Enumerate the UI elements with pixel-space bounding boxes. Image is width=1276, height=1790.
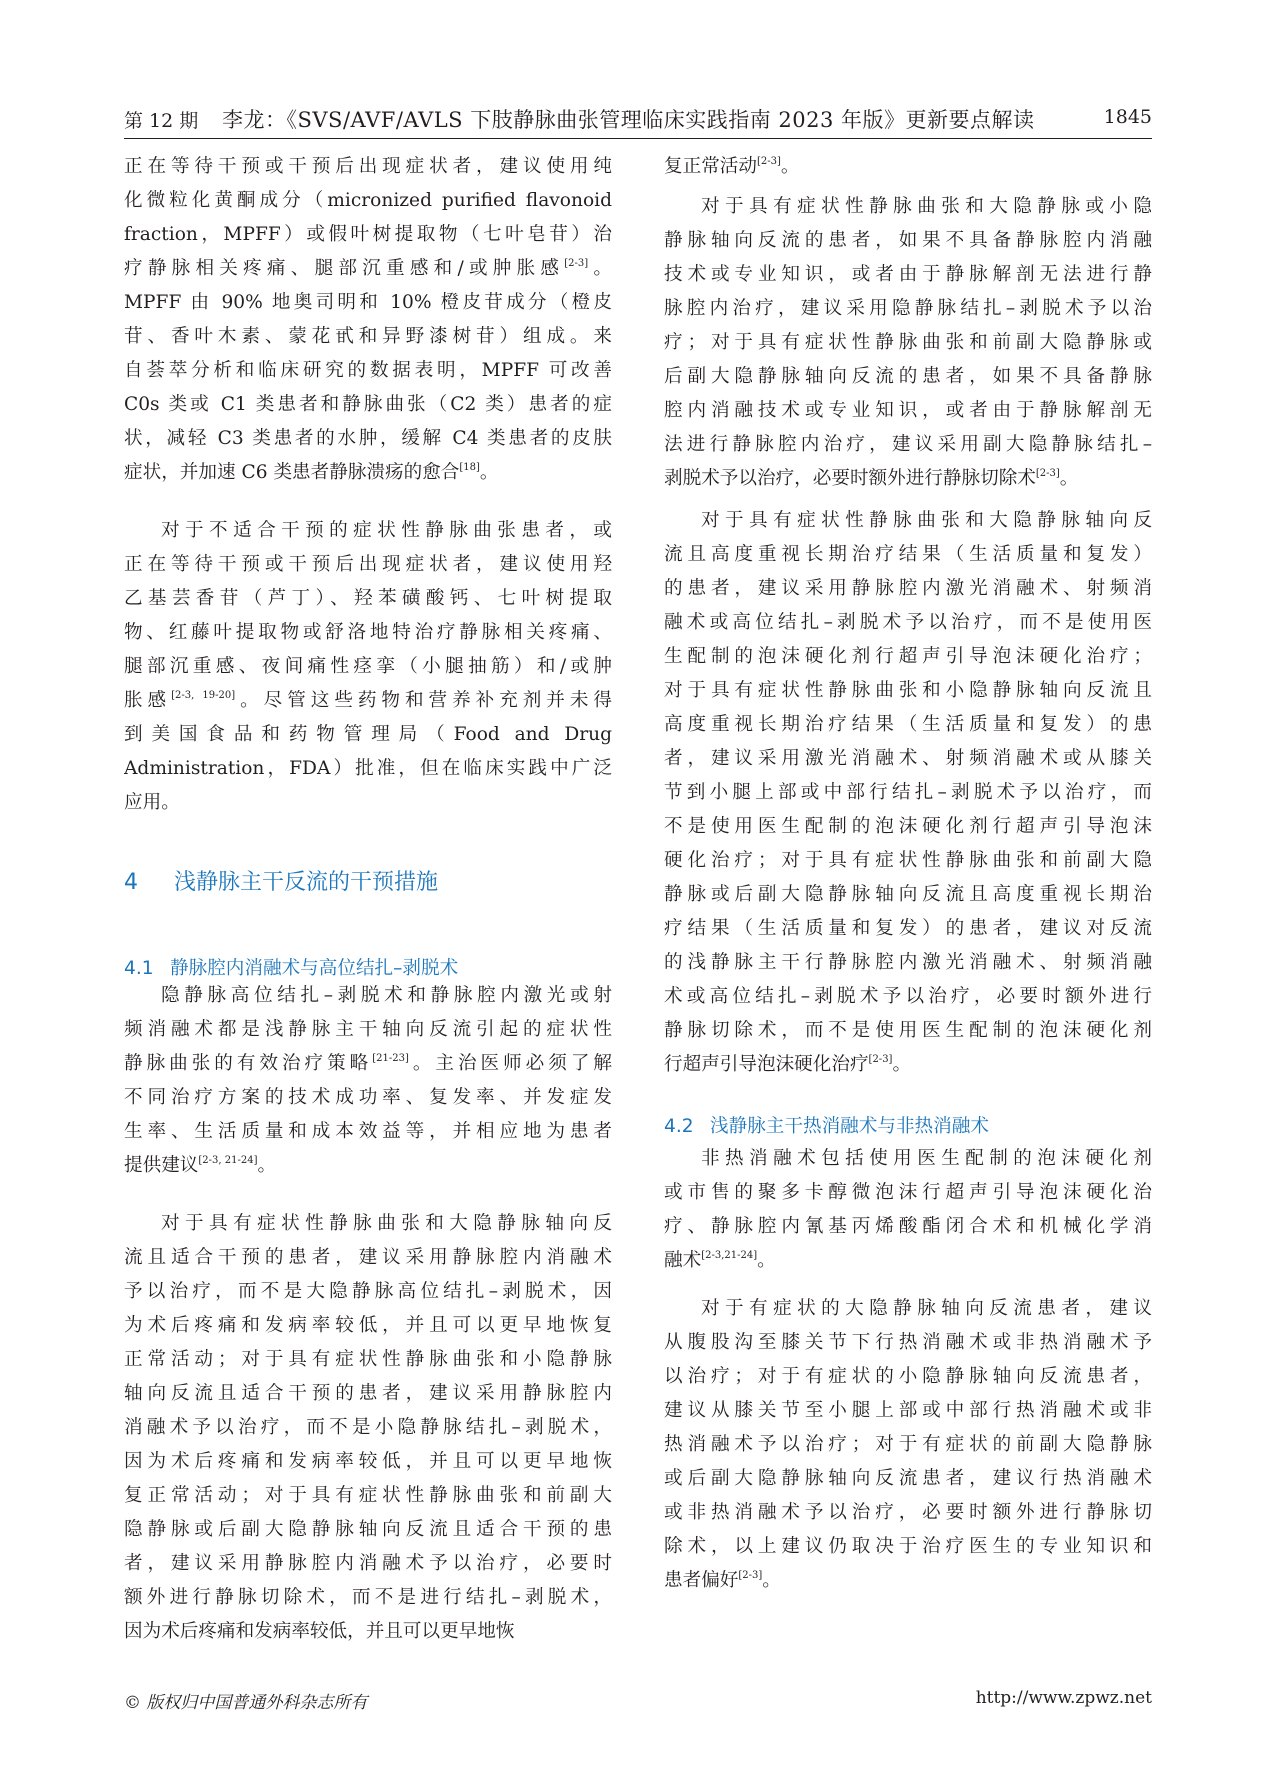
line-text-tail: 。尽管这些药物和营养补充剂并未得	[235, 690, 612, 711]
text-line	[664, 1244, 1152, 1278]
section-title: 浅静脉主干反流的干预措施	[174, 870, 439, 895]
paragraph	[664, 1292, 1152, 1598]
paragraph	[664, 150, 1152, 184]
text-line	[664, 1496, 1152, 1530]
text-line	[664, 1564, 1152, 1598]
paragraph	[664, 504, 1152, 1082]
text-line	[664, 606, 1152, 640]
line-text: 技术或专业知识，或者由于静脉解剖无法进行静	[664, 264, 1152, 285]
line-text-tail: 。	[1059, 468, 1079, 489]
line-text: 苷、香叶木素、蒙花甙和异野漆树苷）组成。来	[124, 326, 612, 347]
text-line	[124, 548, 612, 582]
citation-ref[interactable]: [2-3]	[564, 258, 589, 269]
text-line	[664, 394, 1152, 428]
text-line	[124, 456, 612, 490]
line-text-tail: 。	[588, 258, 612, 279]
paragraph	[124, 979, 612, 1183]
line-text: 对于有症状的大隐静脉轴向反流患者，建议	[701, 1298, 1152, 1319]
text-line	[664, 538, 1152, 572]
line-text: 症状，并加速 C6 类患者静脉溃疡的愈合	[124, 462, 460, 483]
text-line	[664, 980, 1152, 1014]
text-line	[664, 504, 1152, 538]
text-line	[124, 650, 612, 684]
line-text: 剥脱术予以治疗，必要时额外进行静脉切除术	[664, 468, 1036, 489]
text-line	[664, 878, 1152, 912]
line-text-tail: 。	[780, 156, 800, 177]
line-text: 硬化治疗；对于具有症状性静脉曲张和前副大隐	[664, 850, 1152, 871]
line-text: 对于具有症状性静脉曲张和大隐静脉或小隐	[701, 196, 1152, 217]
line-text: 化微粒化黄酮成分（micronized purified flavonoid	[124, 190, 612, 211]
line-text: 不是使用医生配制的泡沫硬化剂行超声引导泡沫	[664, 816, 1152, 837]
text-line	[124, 1275, 612, 1309]
line-text-tail: 。	[892, 1054, 912, 1075]
text-line	[664, 1048, 1152, 1082]
line-text: fraction，MPFF）或假叶树提取物（七叶皂苷）治	[124, 224, 612, 245]
text-line	[124, 320, 612, 354]
line-text: 非热消融术包括使用医生配制的泡沫硬化剂	[701, 1148, 1152, 1169]
line-text: 或非热消融术予以治疗，必要时额外进行静脉切	[664, 1502, 1152, 1523]
line-text: 对于不适合干预的症状性静脉曲张患者，或	[161, 520, 612, 541]
text-line	[124, 1047, 612, 1081]
section-title: 浅静脉主干热消融术与非热消融术	[710, 1116, 989, 1137]
text-line	[664, 844, 1152, 878]
line-text: C0s 类或 C1 类患者和静脉曲张（C2 类）患者的症	[124, 394, 612, 415]
line-text: 腔内消融技术或专业知识，或者由于静脉解剖无	[664, 400, 1152, 421]
text-line	[124, 718, 612, 752]
text-line	[124, 218, 612, 252]
line-text-tail: 。主治医师必须了解	[408, 1053, 612, 1074]
line-text: 隐静脉高位结扎–剥脱术和静脉腔内激光或射	[161, 985, 612, 1006]
text-line	[124, 752, 612, 786]
line-text: 消融术予以治疗，而不是小隐静脉结扎–剥脱术，	[124, 1417, 612, 1438]
line-text: 隐静脉或后副大隐静脉轴向反流且适合干预的患	[124, 1519, 612, 1540]
line-text: 对于具有症状性静脉曲张和大隐静脉轴向反	[701, 510, 1152, 531]
text-line	[124, 514, 612, 548]
text-line	[124, 286, 612, 320]
line-text: 正在等待干预或干预后出现症状者，建议使用羟	[124, 554, 612, 575]
text-line	[124, 1445, 612, 1479]
line-text: 融术或高位结扎–剥脱术予以治疗，而不是使用医	[664, 612, 1152, 633]
text-line	[124, 422, 612, 456]
line-text: 或市售的聚多卡醇微泡沫行超声引导泡沫硬化治	[664, 1182, 1152, 1203]
line-text: 乙基芸香苷（芦丁）、羟苯磺酸钙、七叶树提取	[124, 588, 612, 609]
paragraph	[124, 1207, 612, 1649]
text-line	[664, 810, 1152, 844]
line-text: 静脉切除术，而不是使用医生配制的泡沫硬化剂	[664, 1020, 1152, 1041]
text-line	[124, 1377, 612, 1411]
citation-ref[interactable]: [2-3]	[756, 156, 781, 167]
text-line	[664, 190, 1152, 224]
text-line	[124, 1149, 612, 1183]
text-line	[124, 1309, 612, 1343]
text-line	[124, 354, 612, 388]
citation-ref[interactable]: [2-3]	[738, 1570, 763, 1581]
line-text: 予以治疗，而不是大隐静脉高位结扎–剥脱术，因	[124, 1281, 612, 1302]
line-text: Administration，FDA）批准，但在临床实践中广泛	[124, 758, 612, 779]
running-title: 李龙：《SVS/AVF/AVLS 下肢静脉曲张管理临床实践指南 2023 年版》更新要点解读	[222, 108, 1035, 132]
section-heading-4-1	[124, 954, 458, 980]
running-header	[124, 98, 1152, 139]
line-text: 对于具有症状性静脉曲张和大隐静脉轴向反	[161, 1213, 612, 1234]
line-text: 高度重视长期治疗结果（生活质量和复发）的患	[664, 714, 1152, 735]
text-line	[124, 388, 612, 422]
text-line	[124, 979, 612, 1013]
text-line	[664, 462, 1152, 496]
text-line	[664, 428, 1152, 462]
text-line	[124, 252, 612, 286]
text-line	[664, 1428, 1152, 1462]
line-text: 为术后疼痛和发病率较低，并且可以更早地恢复	[124, 1315, 612, 1336]
text-line	[124, 1343, 612, 1377]
citation-ref[interactable]: [2-3,21-24]	[701, 1250, 758, 1261]
line-text: 疗、静脉腔内氰基丙烯酸酯闭合术和机械化学消	[664, 1216, 1152, 1237]
line-text: 疗；对于具有症状性静脉曲张和前副大隐静脉或	[664, 332, 1152, 353]
text-line	[664, 708, 1152, 742]
line-text: 静脉曲张的有效治疗策略	[124, 1053, 373, 1074]
line-text: 不同治疗方案的技术成功率、复发率、并发症发	[124, 1087, 612, 1108]
line-text: 行超声引导泡沫硬化治疗	[664, 1054, 869, 1075]
text-line	[124, 150, 612, 184]
text-line	[124, 684, 612, 718]
paragraph	[664, 190, 1152, 496]
line-text: 生率、生活质量和成本效益等，并相应地为患者	[124, 1121, 612, 1142]
text-line	[664, 1014, 1152, 1048]
text-line	[124, 184, 612, 218]
line-text: 者，建议采用静脉腔内消融术予以治疗，必要时	[124, 1553, 612, 1574]
citation-ref[interactable]: [2-3]	[868, 1054, 893, 1065]
text-line	[664, 776, 1152, 810]
text-line	[124, 1547, 612, 1581]
line-text: 患者偏好	[664, 1570, 739, 1591]
line-text: 频消融术都是浅静脉主干轴向反流引起的症状性	[124, 1019, 612, 1040]
line-text: 自荟萃分析和临床研究的数据表明，MPFF 可改善	[124, 360, 612, 381]
line-text: 后副大隐静脉轴向反流的患者，如果不具备静脉	[664, 366, 1152, 387]
citation-ref[interactable]: [18]	[459, 462, 480, 473]
line-text: 复正常活动；对于具有症状性静脉曲张和前副大	[124, 1485, 612, 1506]
line-text: 轴向反流且适合干预的患者，建议采用静脉腔内	[124, 1383, 612, 1404]
line-text: 生配制的泡沫硬化剂行超声引导泡沫硬化治疗；	[664, 646, 1152, 667]
paragraph	[124, 514, 612, 820]
text-line	[124, 1207, 612, 1241]
citation-ref[interactable]: [2-3]	[1035, 468, 1060, 479]
text-line	[664, 1176, 1152, 1210]
text-line	[664, 1394, 1152, 1428]
line-text-tail: 。	[479, 462, 499, 483]
text-line	[664, 946, 1152, 980]
line-text: 物、红藤叶提取物或舒洛地特治疗静脉相关疼痛、	[124, 622, 612, 643]
line-text: 额外进行静脉切除术，而不是进行结扎–剥脱术，	[124, 1587, 612, 1608]
line-text: 静脉或后副大隐静脉轴向反流且高度重视长期治	[664, 884, 1152, 905]
line-text: 疗静脉相关疼痛、腿部沉重感和/或肿胀感	[124, 258, 565, 279]
text-line	[664, 150, 1152, 184]
text-line	[664, 1530, 1152, 1564]
citation-ref[interactable]: [2-3, 21-24]	[198, 1155, 258, 1166]
paragraph	[124, 150, 612, 490]
line-text: 腿部沉重感、夜间痛性痉挛（小腿抽筋）和/或肿	[124, 656, 612, 677]
line-text: 流且适合干预的患者，建议采用静脉腔内消融术	[124, 1247, 612, 1268]
text-line	[664, 742, 1152, 776]
line-text: 或后副大隐静脉轴向反流患者，建议行热消融术	[664, 1468, 1152, 1489]
line-text: 提供建议	[124, 1155, 199, 1176]
line-text: 疗结果（生活质量和复发）的患者，建议对反流	[664, 918, 1152, 939]
text-line	[664, 1326, 1152, 1360]
line-text: 流且高度重视长期治疗结果（生活质量和复发）	[664, 544, 1152, 565]
page-number: 1845	[1103, 106, 1152, 128]
line-text-tail: 。	[762, 1570, 781, 1591]
line-text: 静脉轴向反流的患者，如果不具备静脉腔内消融	[664, 230, 1152, 251]
text-line	[664, 572, 1152, 606]
issue-label: 第 12 期	[124, 110, 199, 132]
line-text: 脉腔内治疗，建议采用隐静脉结扎–剥脱术予以治	[664, 298, 1152, 319]
line-text: 术或高位结扎–剥脱术予以治疗，必要时额外进行	[664, 986, 1152, 1007]
text-line	[664, 1142, 1152, 1176]
text-line	[664, 912, 1152, 946]
text-line	[124, 1411, 612, 1445]
text-line	[664, 360, 1152, 394]
line-text: 从腹股沟至膝关节下行热消融术或非热消融术予	[664, 1332, 1152, 1353]
line-text: 对于具有症状性静脉曲张和小隐静脉轴向反流且	[664, 680, 1152, 701]
section-number: 4.1	[124, 958, 154, 979]
line-text: 应用。	[124, 792, 180, 813]
citation-ref[interactable]: [21-23]	[372, 1053, 409, 1064]
text-line	[664, 1292, 1152, 1326]
text-line	[664, 292, 1152, 326]
paragraph	[664, 1142, 1152, 1278]
line-text: 因为术后疼痛和发病率较低，并且可以更早地恢	[124, 1621, 515, 1642]
line-text: 者，建议采用激光消融术、射频消融术或从膝关	[664, 748, 1152, 769]
text-line	[124, 786, 612, 820]
text-line	[124, 1581, 612, 1615]
line-text-tail: 。	[757, 1250, 776, 1271]
text-line	[664, 258, 1152, 292]
line-text: MPFF 由 90% 地奥司明和 10% 橙皮苷成分（橙皮	[124, 292, 612, 313]
text-line	[124, 616, 612, 650]
line-text: 除术，以上建议仍取决于治疗医生的专业知识和	[664, 1536, 1152, 1557]
line-text: 到美国食品和药物管理局（Food and Drug	[124, 724, 612, 745]
section-number: 4.2	[664, 1116, 694, 1137]
line-text: 法进行静脉腔内治疗，建议采用副大隐静脉结扎–	[664, 434, 1152, 455]
line-text: 节到小腿上部或中部行结扎–剥脱术予以治疗，而	[664, 782, 1152, 803]
line-text: 以治疗；对于有症状的小隐静脉轴向反流患者，	[664, 1366, 1152, 1387]
text-line	[124, 1013, 612, 1047]
text-line	[124, 582, 612, 616]
text-line	[664, 1360, 1152, 1394]
line-text: 状，减轻 C3 类患者的水肿，缓解 C4 类患者的皮肤	[124, 428, 612, 449]
line-text: 胀感	[124, 690, 172, 711]
line-text: 融术	[664, 1250, 702, 1271]
line-text: 建议从膝关节至小腿上部或中部行热消融术或非	[664, 1400, 1152, 1421]
line-text-tail: 。	[257, 1155, 277, 1176]
section-heading-4	[124, 865, 438, 896]
citation-ref[interactable]: [2-3, 19-20]	[171, 690, 236, 701]
line-text: 正在等待干预或干预后出现症状者，建议使用纯	[124, 156, 612, 177]
text-line	[664, 674, 1152, 708]
text-line	[664, 640, 1152, 674]
text-line	[124, 1513, 612, 1547]
section-number: 4	[124, 870, 138, 895]
line-text: 复正常活动	[664, 156, 757, 177]
line-text: 正常活动；对于具有症状性静脉曲张和小隐静脉	[124, 1349, 612, 1370]
line-text: 热消融术予以治疗；对于有症状的前副大隐静脉	[664, 1434, 1152, 1455]
text-line	[124, 1115, 612, 1149]
line-text: 的患者，建议采用静脉腔内激光消融术、射频消	[664, 578, 1152, 599]
section-heading-4-2	[664, 1112, 989, 1138]
text-line	[124, 1081, 612, 1115]
text-line	[664, 1462, 1152, 1496]
text-line	[664, 326, 1152, 360]
line-text: 因为术后疼痛和发病率较低，并且可以更早地恢	[124, 1451, 612, 1472]
text-line	[664, 1210, 1152, 1244]
text-line	[664, 224, 1152, 258]
line-text: 的浅静脉主干行静脉腔内激光消融术、射频消融	[664, 952, 1152, 973]
journal-url[interactable]: http://www.zpwz.net	[975, 1688, 1152, 1708]
text-line	[124, 1479, 612, 1513]
text-line	[124, 1615, 612, 1649]
copyright-notice: © 版权归中国普通外科杂志所有	[124, 1693, 368, 1713]
section-title: 静脉腔内消融术与高位结扎–剥脱术	[170, 958, 459, 979]
text-line	[124, 1241, 612, 1275]
